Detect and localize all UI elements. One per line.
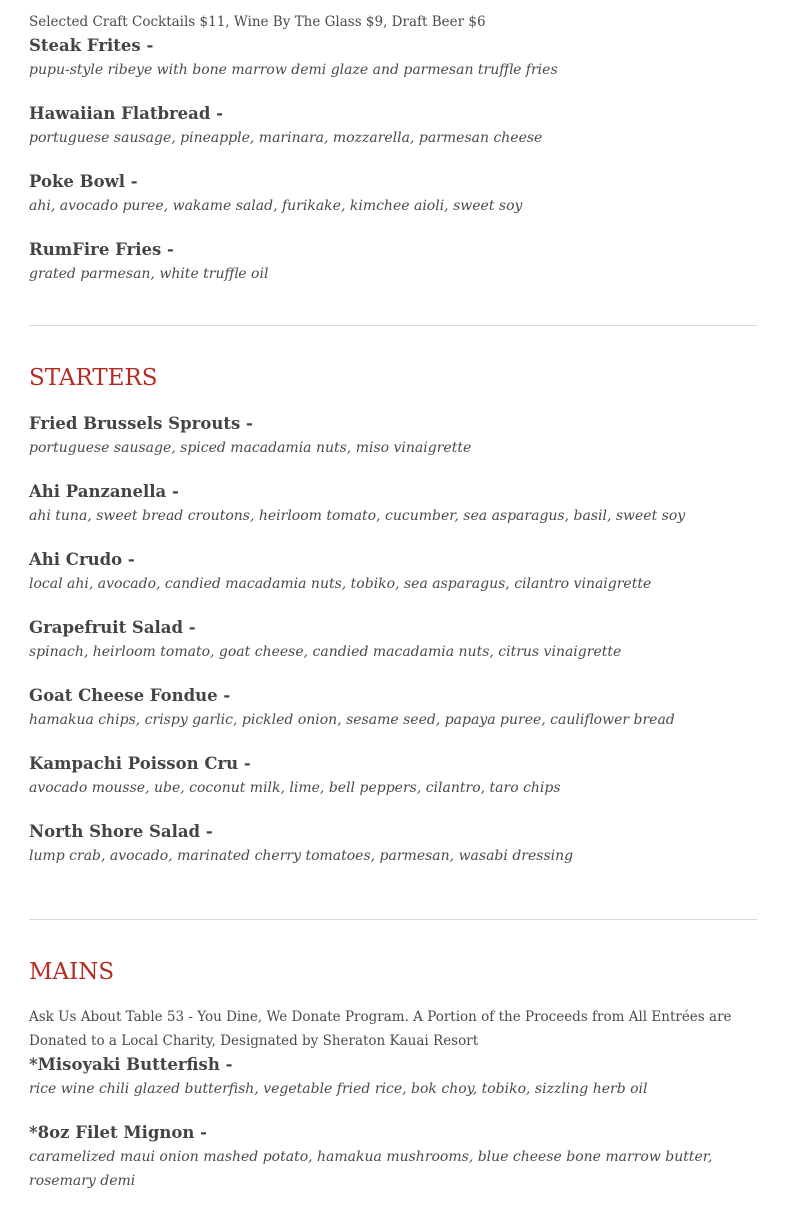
item-name: Grapefruit Salad - [29, 618, 196, 637]
drink-specials-note: Selected Craft Cocktails $11, Wine By The Glass $9, Draft Beer $6 [29, 14, 486, 30]
item-description: grated parmesan, white truffle oil [29, 266, 269, 282]
menu-item [29, 34, 757, 82]
item-name: Poke Bowl - [29, 172, 138, 191]
item-description: pupu-style ribeye with bone marrow demi glaze and parmesan truffle fries [29, 62, 558, 78]
section-divider [29, 325, 757, 326]
item-description: ahi tuna, sweet bread croutons, heirloom tomato, cucumber, sea asparagus, basil, sweet soy [29, 508, 686, 524]
mains-items [29, 1053, 757, 1193]
item-name: RumFire Fries - [29, 240, 174, 259]
item-name: North Shore Salad - [29, 822, 213, 841]
menu-item [29, 1121, 757, 1193]
menu-item [29, 412, 757, 460]
menu-item [29, 1053, 757, 1101]
item-description: lump crab, avocado, marinated cherry tomatoes, parmesan, wasabi dressing [29, 848, 574, 864]
item-description: rice wine chili glazed butterfish, vegetable fried rice, bok choy, tobiko, sizzling herb oil [29, 1081, 648, 1097]
menu-item [29, 480, 757, 528]
menu-item [29, 616, 757, 664]
item-description: caramelized maui onion mashed potato, hamakua mushrooms, blue cheese bone marrow butter, rosemary demi [29, 1149, 713, 1189]
item-description: portuguese sausage, pineapple, marinara, mozzarella, parmesan cheese [29, 130, 543, 146]
item-description: portuguese sausage, spiced macadamia nuts, miso vinaigrette [29, 440, 472, 456]
item-description: hamakua chips, crispy garlic, pickled onion, sesame seed, papaya puree, cauliflower bread [29, 712, 675, 728]
menu-item [29, 548, 757, 596]
item-name: *8oz Filet Mignon - [29, 1123, 208, 1142]
item-name: Kampachi Poisson Cru - [29, 754, 251, 773]
item-name: Ahi Panzanella - [29, 482, 179, 501]
item-description: spinach, heirloom tomato, goat cheese, candied macadamia nuts, citrus vinaigrette [29, 644, 622, 660]
menu-item [29, 820, 757, 868]
menu-item [29, 238, 757, 286]
happy-hour-items [29, 34, 757, 286]
menu-item [29, 752, 757, 800]
item-name: Goat Cheese Fondue - [29, 686, 231, 705]
table-53-note: Ask Us About Table 53 - You Dine, We Donate Program. A Portion of the Proceeds from All Entrées are Donated to a Local Charity, Designated by Sheraton Kauai Resort [29, 1009, 732, 1049]
starters-items [29, 412, 757, 868]
menu-page [29, 0, 757, 1193]
item-name: *Misoyaki Butterfish - [29, 1055, 233, 1074]
section-divider [29, 919, 757, 920]
item-name: Fried Brussels Sprouts - [29, 414, 253, 433]
item-name: Hawaiian Flatbread - [29, 104, 223, 123]
menu-item [29, 684, 757, 732]
item-description: avocado mousse, ube, coconut milk, lime, bell peppers, cilantro, taro chips [29, 780, 561, 796]
item-description: local ahi, avocado, candied macadamia nuts, tobiko, sea asparagus, cilantro vinaigrette [29, 576, 652, 592]
item-description: ahi, avocado puree, wakame salad, furikake, kimchee aioli, sweet soy [29, 198, 523, 214]
section-title-starters: STARTERS [29, 365, 158, 391]
item-name: Ahi Crudo - [29, 550, 135, 569]
section-title-mains: MAINS [29, 959, 115, 985]
item-name: Steak Frites - [29, 36, 154, 55]
menu-item [29, 102, 757, 150]
menu-item [29, 170, 757, 218]
